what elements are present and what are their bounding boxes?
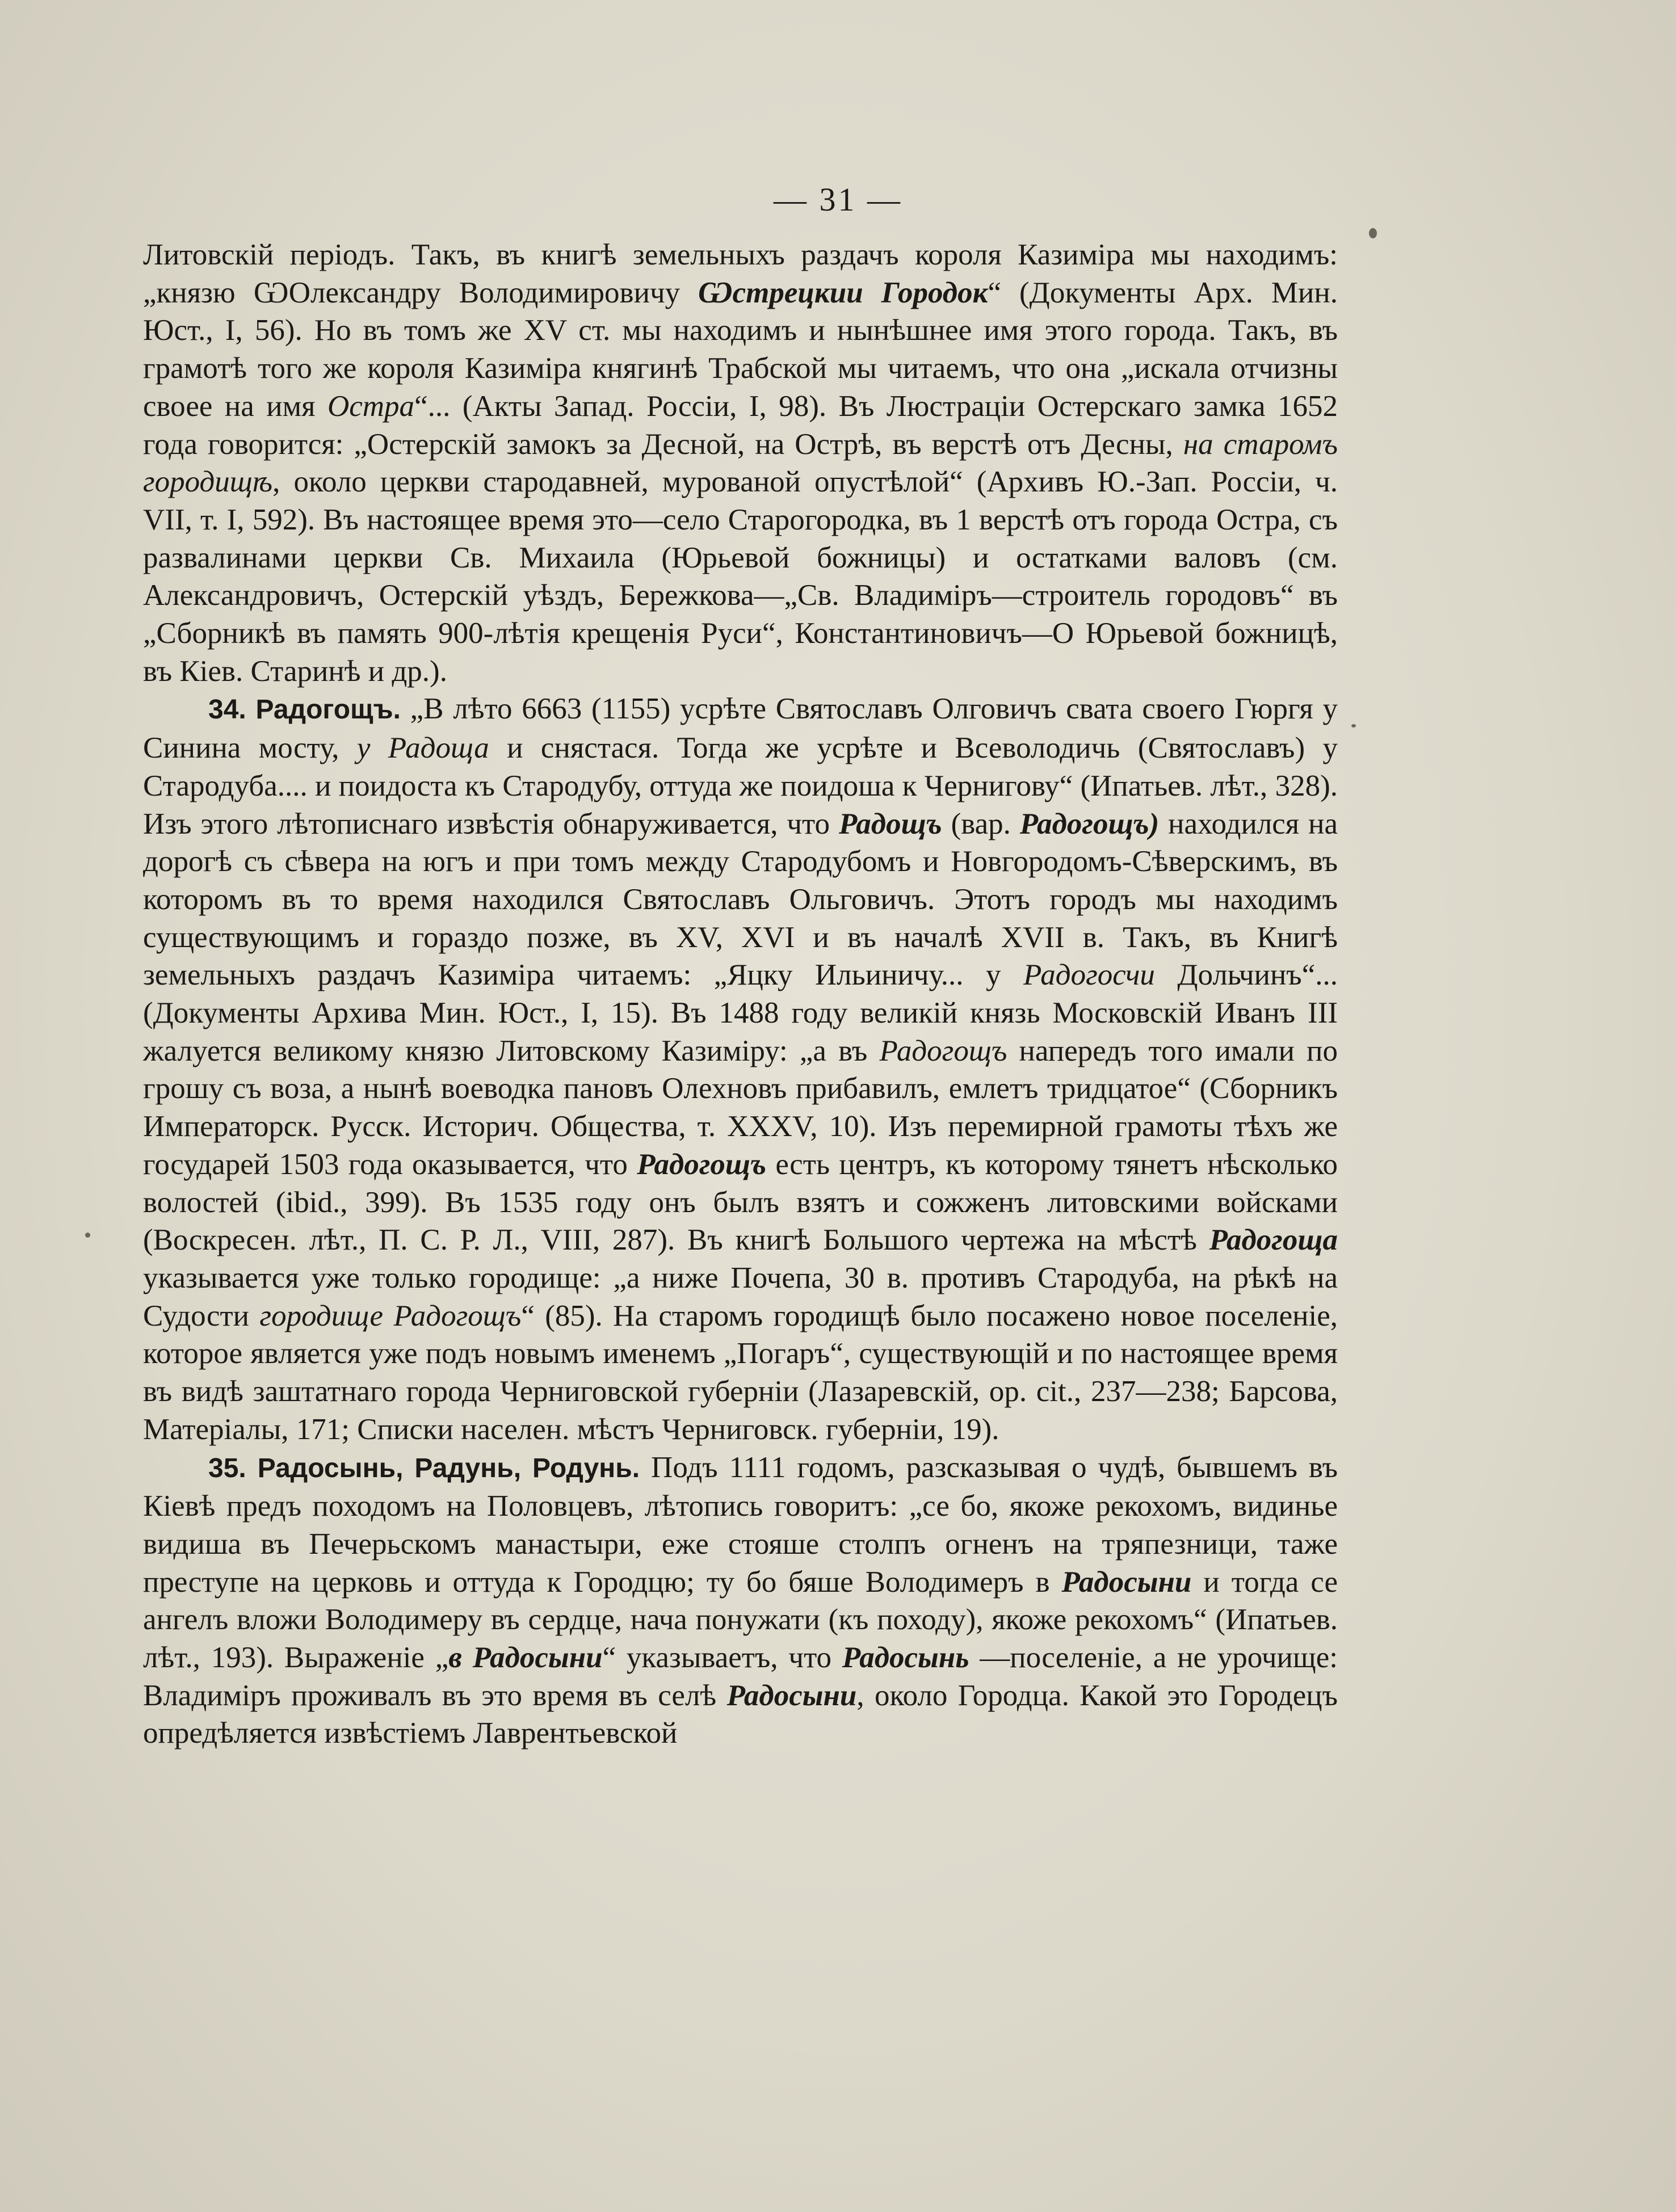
body-text [143, 236, 1338, 1752]
italic-term: Радогощъ) [1019, 807, 1160, 840]
entry-heading: 35. Радосынь, Радунь, Родунь. [208, 1453, 640, 1483]
entry-heading: 34. Радогощъ. [208, 695, 401, 725]
italic-term: Радосынь [842, 1641, 969, 1675]
paragraph-ostr-continued [143, 236, 1338, 690]
italic-term: Радосыни [726, 1679, 857, 1712]
text-run: находился на дорогѣ съ сѣвера на югъ и при томъ между Стародубомъ и Новгородомъ-Сѣверскимъ, въ которомъ въ то время находился Святославъ Ольговичъ. Этотъ городъ мы находимъ существующимъ и гораздо позже, въ XV, XVI и въ началѣ XVII в. Такъ, въ Книгѣ земельныхъ раздачъ Казиміра читаемъ: „Яцку Ильиничу... у [143, 807, 1338, 992]
text-run: и снястася. Тогда же усрѣте и Всеволодичь (Святославъ) у Стародуба.... и поидоста къ Стародубу, оттуда же поидоша к Чернигову“ (Ипатьев. лѣт., 328). Изъ этого лѣтописнаго извѣстія обнаруживается, что [143, 731, 1338, 840]
italic-term: у Радоща [356, 731, 489, 765]
paragraph-radogoshch [143, 690, 1338, 1448]
text-run: (вар. [942, 807, 1020, 840]
ink-speck [1351, 724, 1356, 727]
italic-term: в Радосыни [448, 1641, 603, 1675]
text-run: напередъ того имали по грошу съ воза, а нынѣ воеводка пановъ Олехновъ прибавилъ, емлетъ тридцатое“ (Сборникъ Императорск. Русск. Историч. Общества, т. XXXV, 10). Изъ перемирной грамоты тѣхъ же государей 1503 года оказывается, что [143, 1034, 1338, 1181]
text-run: “... (Акты Запад. Россіи, I, 98). Въ Люстраціи Остерскаго замка 1652 года говорится: „Остерскій замокъ за Десной, на Острѣ, въ верстѣ отъ Десны, [143, 389, 1338, 461]
italic-term: Радосыни [1061, 1565, 1192, 1599]
italic-term: Радощъ [838, 807, 942, 840]
text-run: и тогда се ангелъ вложи Володимеру въ сердце, нача понужати (къ походу), якоже рекохомъ“ (Ипатьев. лѣт., 193). Выраженіе „ [143, 1565, 1338, 1675]
text-run: “ (85). На старомъ городищѣ было посажено новое поселеніе, которое является уже подъ новымъ именемъ „Погаръ“, существующій и по настоящее время въ видѣ заштатнаго города Черниговской губерніи (Лазаревскій, op. cit., 237—238; Барсова, Матеріалы, 171; Списки населен. мѣстъ Черниговск. губерніи, 19). [143, 1299, 1338, 1446]
text-run: , около Городца. Какой это Городецъ опредѣляется извѣстіемъ Лаврентьевской [143, 1679, 1338, 1750]
text-run: Подъ 1111 годомъ, разсказывая о чудѣ, бывшемъ въ Кіевѣ предъ походомъ на Половцевъ, лѣтопись говоритъ: „се бо, якоже рекохомъ, видинье видиша въ Печерьскомъ манастыри, еже стояше столпъ огненъ на тряпезници, таже преступе на церковь и оттуда к Городцю; ту бо бяше Володимеръ в [143, 1450, 1338, 1599]
text-run: указывается уже только городище: „а ниже Почепа, 30 в. противъ Стародуба, на рѣкѣ на Судости [143, 1261, 1338, 1332]
italic-term: на старомъ городищѣ [143, 427, 1338, 499]
italic-term: Радогощъ [637, 1147, 766, 1181]
italic-term: Остра [327, 389, 415, 423]
italic-term: городище Радогощъ [259, 1299, 522, 1332]
text-run: “ (Документы Арх. Мин. Юст., I, 56). Но въ томъ же XV ст. мы находимъ и нынѣшнее имя этого города. Такъ, въ грамотѣ того же короля Казиміра княгинѣ Трабской мы читаемъ, что она „искала отчизны своее на имя [143, 276, 1338, 423]
italic-term: Радогощъ [879, 1034, 1007, 1067]
page-number: — 31 — [774, 181, 902, 218]
text-run: есть центръ, къ которому тянетъ нѣсколько волостей (ibid., 399). Въ 1535 году онъ былъ взятъ и сожженъ литовскими войсками (Воскресен. лѣт., П. С. Р. Л., VIII, 287). Въ книгѣ Большого чертежа на мѣстѣ [143, 1147, 1338, 1257]
text-run: “ указываетъ, что [602, 1641, 842, 1675]
ink-speck [1369, 228, 1377, 238]
italic-term: Радогоща [1209, 1223, 1338, 1257]
italic-term: Радогосчи [1023, 958, 1155, 992]
italic-term: Ѡстрецкии Городок [698, 276, 988, 309]
paragraph-radosyn [143, 1449, 1338, 1753]
text-run: Литовскій періодъ. Такъ, въ книгѣ земельныхъ раздачъ короля Казиміра мы находимъ: „князю ѠОлександру Володимировичу [143, 238, 1338, 309]
text-run: Дольчинъ“... (Документы Архива Мин. Юст., I, 15). Въ 1488 году великій князь Московскій Иванъ III жалуется великому князю Литовскому Казиміру: „а въ [143, 958, 1338, 1067]
ink-speck [85, 1233, 90, 1238]
text-run: —поселеніе, а не урочище: Владиміръ проживалъ въ это время въ селѣ [143, 1641, 1338, 1712]
text-run: „В лѣто 6663 (1155) усрѣте Святославъ Олговичъ свата своего Гюргя у Синина мосту, [143, 692, 1338, 765]
text-run: , около церкви стародавней, мурованой опустѣлой“ (Архивъ Ю.-Зап. Россіи, ч. VII, т. I, 592). Въ настоящее время это—село Старогородка, въ 1 верстѣ отъ города Остра, съ развалинами церкви Св. Михаила (Юрьевой божницы) и остатками валовъ (см. Александровичъ, Остерскій уѣздъ, Бережкова—„Св. Владиміръ—строитель городовъ“ въ „Сборникѣ въ память 900-лѣтія крещенія Руси“, Константиновичъ—О Юрьевой божницѣ, въ Кіев. Старинѣ и др.). [143, 465, 1338, 688]
